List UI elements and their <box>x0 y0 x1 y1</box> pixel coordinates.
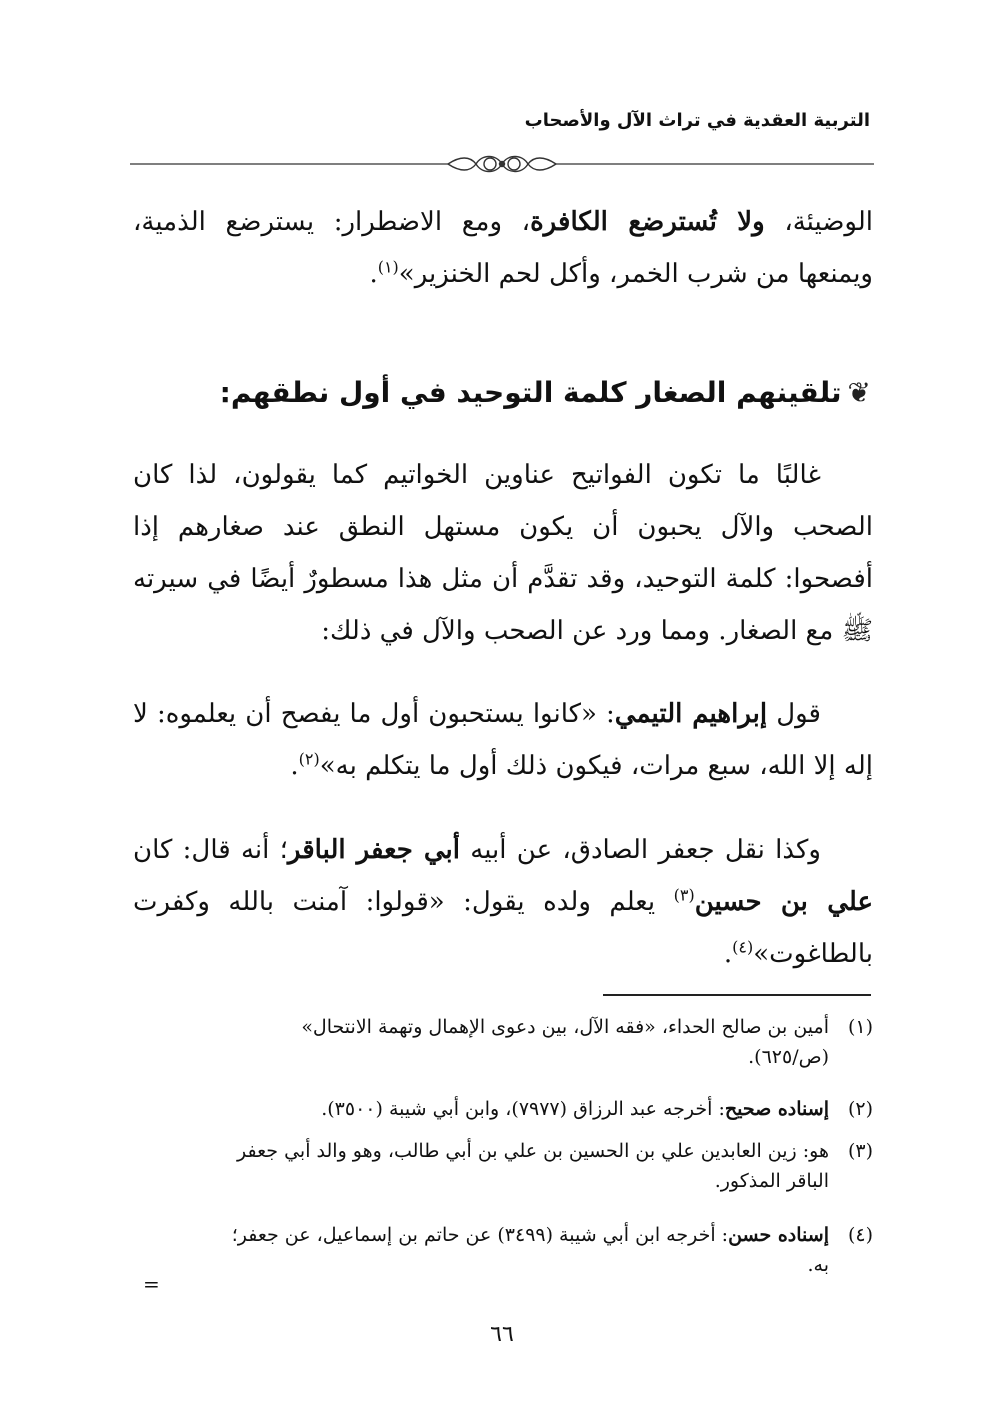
para4-text-a: وكذا نقل جعفر الصادق، عن أبيه <box>459 835 821 865</box>
footnote-1-text: أمين بن صالح الحداء، «فقه الآل، بين دعوى الإهمال وتهمة الانتحال» <box>301 1016 829 1038</box>
para1-text-a: الوضيئة، <box>764 207 873 237</box>
footnote-4-continuation: به. <box>807 1254 829 1276</box>
para3-text-d: . <box>290 751 299 781</box>
footnote-ref-4[interactable]: (٤) <box>732 937 754 957</box>
footnote-2-text: : أخرجه عبد الرزاق (٧٩٧٧)، وابن أبي شيبة (٣٥٠٠). <box>321 1098 725 1120</box>
para1-bold-phrase: ولا تُسترضع الكافرة <box>530 207 765 237</box>
header-ornament-divider <box>130 150 874 180</box>
footnote-1-number: (١) <box>847 1016 873 1038</box>
para1-text-d: . <box>369 259 378 289</box>
footnote-2-number: (٢) <box>847 1098 873 1120</box>
para3-text-a: قول <box>767 699 821 729</box>
footnote-1-continuation: (ص/٦٢٥). <box>748 1046 829 1068</box>
para3-bold-name: إبراهيم التيمي <box>614 699 768 729</box>
footnote-4-text: : أخرجه ابن أبي شيبة (٣٤٩٩) عن حاتم بن إسماعيل، عن جعفر؛ <box>231 1224 729 1246</box>
paragraph-3 <box>133 688 873 792</box>
footnote-3-text: هو: زين العابدين علي بن الحسين بن علي بن أبي طالب، وهو والد أبي جعفر <box>237 1140 829 1162</box>
footnote-3-number: (٣) <box>847 1140 873 1162</box>
para4-text-e: يعلم ولده يقول: «قولوا: آمنت بالله وكفرت بالطاغوت» <box>133 887 873 969</box>
para2-text: غالبًا ما تكون الفواتيح عناوين الخواتيم كما يقولون، لذا كان الصحب والآل يحبون أن يكون مستهل النطق عند صغارهم إذا أفصحوا: كلمة التوحيد، وقد تقدَّم أن مثل هذا مسطورٌ أيضًا في سيرته ﷺ مع الصغار. ومما ورد عن الصحب والآل في ذلك: <box>133 460 873 646</box>
footnote-ref-3[interactable]: (٣) <box>673 885 695 905</box>
page-number: ٦٦ <box>490 1322 514 1347</box>
footnote-3 <box>133 1136 873 1196</box>
footnote-2-grade: إسناده صحيح <box>724 1098 829 1120</box>
running-header-title: التربية العقدية في تراث الآل والأصحاب <box>524 110 870 131</box>
paragraph-2 <box>133 449 873 657</box>
para1-text-c: ، ومع الاضطرار: يسترضع الذمية، ويمنعها من شرب الخمر، وأكل لحم الخنزير» <box>133 207 873 289</box>
paragraph-4 <box>133 824 873 980</box>
para4-bold-name-2: علي بن حسين <box>694 887 873 917</box>
footnote-ref-1[interactable]: (١) <box>377 257 399 277</box>
footnote-1 <box>133 1012 873 1072</box>
paragraph-1 <box>133 196 873 300</box>
footnote-2 <box>133 1094 873 1124</box>
footnote-4-number: (٤) <box>847 1224 873 1246</box>
section-heading-text: تلقينهم الصغار كلمة التوحيد في أول نطقهم: <box>219 376 842 409</box>
footnote-4-grade: إسناده حسن <box>728 1224 829 1246</box>
flower-ornament-icon: ❦ <box>847 376 871 409</box>
para3-text-c: : «كانوا يستحبون أول ما يفصح أن يعلموه: لا إله إلا الله، سبع مرات، فيكون ذلك أول ما يتكلم به» <box>133 699 873 781</box>
para4-text-f: . <box>723 939 733 969</box>
footnote-separator <box>603 994 871 996</box>
section-heading <box>220 376 871 409</box>
footnote-continuation-mark: = <box>143 1272 160 1296</box>
para4-bold-name-1: أبي جعفر الباقر <box>287 835 460 865</box>
para4-text-c: ؛ أنه قال: كان <box>133 835 288 865</box>
footnote-4 <box>133 1220 873 1280</box>
footnote-ref-2[interactable]: (٢) <box>298 749 320 769</box>
footnote-3-continuation: الباقر المذكور. <box>714 1170 829 1192</box>
